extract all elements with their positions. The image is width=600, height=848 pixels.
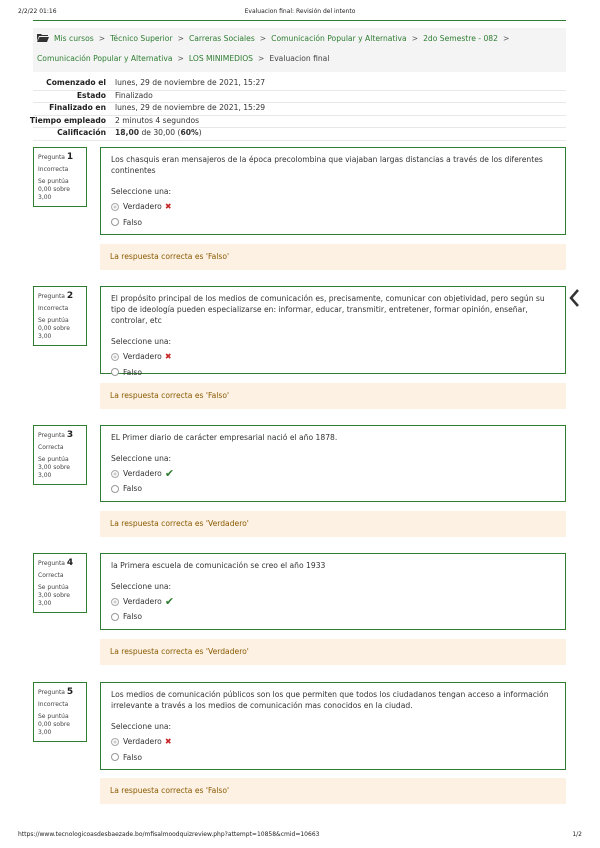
time-value: 2 minutos 4 segundos <box>115 115 200 125</box>
question-mark: Se puntúa 3,00 sobre 3,00 <box>38 456 70 480</box>
radio-button-checked[interactable] <box>111 470 119 478</box>
question-text: Los chasquis eran mensajeros de la época precolombina que viajaban largas distancias a través de los diferentes continentes <box>111 155 543 175</box>
question-state: Incorrecta <box>38 305 69 313</box>
print-title: Evaluacion final: Revisión del intento <box>244 8 356 15</box>
question-4-info <box>33 553 87 613</box>
breadcrumb-current: Evaluacion final <box>269 54 330 63</box>
question-number: 3 <box>66 430 74 440</box>
breadcrumb-course[interactable]: Comunicación Popular y Alternativa <box>37 54 173 63</box>
question-label: Pregunta <box>38 154 65 161</box>
question-label: Pregunta <box>38 293 65 300</box>
question-5-info <box>33 682 87 742</box>
breadcrumb-carreras-sociales[interactable]: Carreras Sociales <box>188 34 255 43</box>
breadcrumb-my-courses[interactable]: Mis cursos <box>54 34 94 43</box>
question-2-content <box>100 286 566 377</box>
started-value: lunes, 29 de noviembre de 2021, 15:27 <box>115 78 266 87</box>
option-falso[interactable] <box>111 611 555 622</box>
option-verdadero[interactable] <box>111 736 555 748</box>
attempt-summary <box>29 78 566 141</box>
question-number: 2 <box>66 291 74 301</box>
question-5-feedback: La respuesta correcta es 'Falso' <box>100 778 566 804</box>
radio-button[interactable] <box>111 753 119 761</box>
chevron-left-icon[interactable] <box>568 288 580 308</box>
question-mark: Se puntúa 0,00 sobre 3,00 <box>38 317 70 341</box>
print-date: 2/2/22 01:16 <box>18 8 57 15</box>
top-rule <box>33 20 566 21</box>
question-text: Los medios de comunicación públicos son los que permiten que todos los ciudadanos tengan acceso a información irrelevante a través a los medios de comunicación mas conocidos en la ciudad. <box>111 690 549 710</box>
question-3-info <box>33 425 87 485</box>
radio-button[interactable] <box>111 218 119 226</box>
finished-value: lunes, 29 de noviembre de 2021, 15:29 <box>115 103 266 112</box>
question-label: Pregunta <box>38 689 65 696</box>
option-label: Verdadero <box>123 469 162 478</box>
option-label: Falso <box>123 367 143 377</box>
started-label: Comenzado el <box>46 78 106 87</box>
option-falso[interactable] <box>111 217 555 228</box>
question-1-feedback: La respuesta correcta es 'Falso' <box>100 244 566 270</box>
question-state: Incorrecta <box>38 701 69 709</box>
option-verdadero[interactable] <box>111 596 555 607</box>
question-text: El propósito principal de los medios de comunicación es, precisamente, comunicar con objetividad, pero según su tipo de ideología pueden especializarse en: informar, educar, transmitir, entretener, formar opinión, enseñar, controlar, etc <box>111 294 545 325</box>
cross-icon: ✖ <box>164 352 172 361</box>
option-label: Verdadero <box>123 737 162 747</box>
time-label: Tiempo empleado <box>29 115 106 125</box>
question-mark: Se puntúa 3,00 sobre 3,00 <box>38 584 70 608</box>
question-3-content <box>100 425 566 502</box>
option-falso[interactable] <box>111 367 555 378</box>
cross-icon: ✖ <box>164 737 172 746</box>
question-number: 5 <box>66 687 74 697</box>
option-label: Verdadero <box>123 352 162 362</box>
question-state: Correcta <box>38 444 64 452</box>
option-label: Verdadero <box>123 597 162 606</box>
question-2-feedback: La respuesta correcta es 'Falso' <box>100 383 566 409</box>
cross-icon: ✖ <box>164 202 172 211</box>
answer-prompt: Seleccione una: <box>111 722 172 731</box>
question-mark: Se puntúa 0,00 sobre 3,00 <box>38 178 70 202</box>
question-text: EL Primer diario de carácter empresarial nació el año 1878. <box>111 433 338 442</box>
option-label: Verdadero <box>123 202 162 212</box>
print-footer <box>18 831 582 838</box>
radio-button-checked[interactable] <box>111 738 119 746</box>
state-value: Finalizado <box>115 90 153 100</box>
answer-prompt: Seleccione una: <box>111 187 172 196</box>
question-text: la Primera escuela de comunicación se creo el año 1933 <box>111 561 326 570</box>
answer-prompt: Seleccione una: <box>111 582 172 591</box>
option-verdadero[interactable] <box>111 201 555 213</box>
answer-prompt: Seleccione una: <box>111 337 172 346</box>
question-5-content <box>100 682 566 770</box>
question-1-info <box>33 147 87 207</box>
option-label: Falso <box>123 612 143 621</box>
checkmark-icon: ✔ <box>164 466 175 480</box>
footer-url: https://www.tecnologicoasdesbaezade.bo/mfisalmoodquizreview.php?attempt=10858&cmid=10663 <box>18 831 320 838</box>
breadcrumb-section[interactable]: LOS MINIMEDIOS <box>188 54 254 63</box>
question-state: Correcta <box>38 572 64 580</box>
radio-button[interactable] <box>111 368 119 376</box>
grade-label: Calificación <box>57 128 106 137</box>
grade-rest: de 30,00 ( <box>139 128 181 137</box>
question-number: 4 <box>66 558 74 568</box>
answer-prompt: Seleccione una: <box>111 454 172 463</box>
option-label: Falso <box>123 217 143 227</box>
question-3-feedback: La respuesta correcta es 'Verdadero' <box>100 511 566 537</box>
question-number: 1 <box>66 152 74 162</box>
question-4-feedback: La respuesta correcta es 'Verdadero' <box>100 639 566 665</box>
breadcrumb-semestre[interactable]: 2do Semestre - 082 <box>423 34 498 43</box>
radio-button[interactable] <box>111 613 119 621</box>
breadcrumb-tecnico-superior[interactable]: Técnico Superior <box>110 34 173 43</box>
radio-button-checked[interactable] <box>111 598 119 606</box>
grade-value <box>115 128 202 137</box>
option-verdadero[interactable] <box>111 351 555 363</box>
page-number: 1/2 <box>572 831 582 838</box>
question-4-content <box>100 553 566 630</box>
grade-close: ) <box>198 128 202 137</box>
folder-icon <box>37 34 49 42</box>
question-2-info <box>33 286 87 346</box>
state-label: Estado <box>76 90 106 100</box>
question-1-content <box>100 147 566 235</box>
breadcrumb-comunicacion-popular[interactable]: Comunicación Popular y Alternativa <box>271 34 407 43</box>
option-label: Falso <box>123 484 143 493</box>
option-label: Falso <box>123 752 143 762</box>
option-falso[interactable] <box>111 483 555 494</box>
finished-label: Finalizado en <box>49 103 106 112</box>
breadcrumb: Mis cursos > Técnico Superior > Carreras Sociales > Comunicación Popular y Alternativa > 2do Semestre - 082 > Comunicación Popular y Alternativa > LOS MINIMEDIOS > Evaluacion final <box>33 28 566 72</box>
question-mark: Se puntúa 0,00 sobre 3,00 <box>38 713 70 737</box>
question-state: Incorrecta <box>38 166 69 174</box>
radio-button[interactable] <box>111 485 119 493</box>
grade-percent: 60% <box>180 128 199 137</box>
question-label: Pregunta <box>38 432 65 439</box>
checkmark-icon: ✔ <box>164 594 175 608</box>
option-falso[interactable] <box>111 752 555 763</box>
question-label: Pregunta <box>38 560 65 567</box>
option-verdadero[interactable] <box>111 468 555 479</box>
grade-score: 18,00 <box>115 128 140 137</box>
radio-button-checked[interactable] <box>111 203 119 211</box>
radio-button-checked[interactable] <box>111 353 119 361</box>
